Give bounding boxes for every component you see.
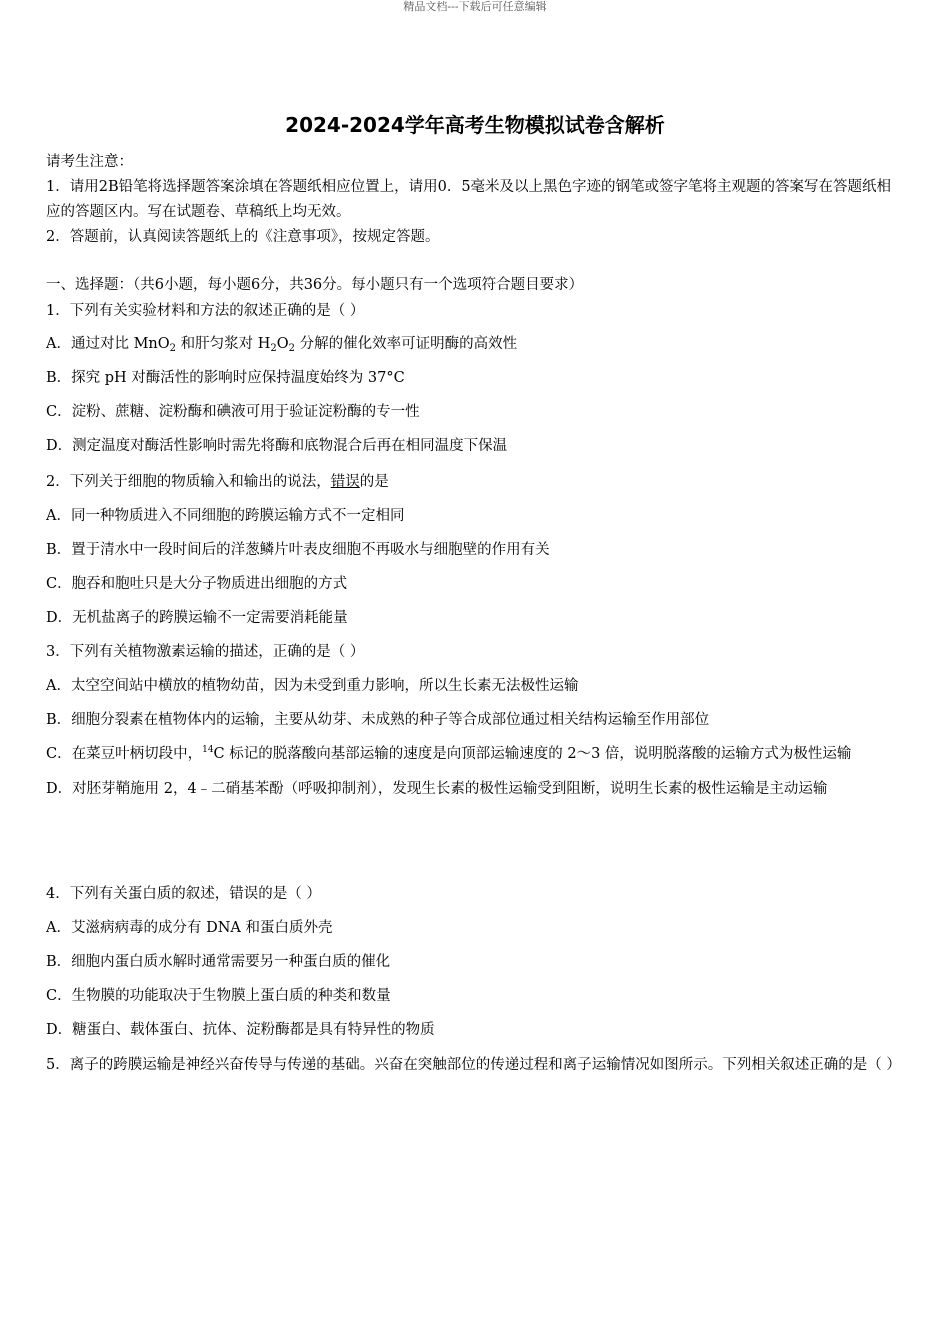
q1-option-b: B．探究 pH 对酶活性的影响时应保持温度始终为 37°C (46, 370, 405, 386)
q4-option-a: A．艾滋病病毒的成分有 DNA 和蛋白质外壳 (46, 920, 333, 936)
q2-option-d: D．无机盐离子的跨膜运输不一定需要消耗能量 (46, 610, 348, 626)
notice-item-1: 1．请用2B铅笔将选择题答案涂填在答题纸相应位置上，请用0．5毫米及以上黑色字迹的钢笔或签字笔将主观题的答案写在答题纸相应的答题区内。写在试题卷、草稿纸上均无效。 (46, 179, 892, 220)
q2-option-a: A．同一种物质进入不同细胞的跨膜运输方式不一定相同 (46, 508, 405, 524)
page-header-note: 精品文档---下载后可任意编辑 (403, 0, 547, 13)
q2-option-b: B．置于清水中一段时间后的洋葱鳞片叶表皮细胞不再吸水与细胞壁的作用有关 (46, 542, 550, 558)
q4-option-b: B．细胞内蛋白质水解时通常需要另一种蛋白质的催化 (46, 954, 391, 970)
question-3 (46, 635, 902, 807)
question-5 (46, 1048, 902, 1083)
q3-stem: 3．下列有关植物激素运输的描述，正确的是（ ） (46, 644, 365, 660)
q3-option-a: A．太空空间站中横放的植物幼苗，因为未受到重力影响，所以生长素无法极性运输 (46, 678, 579, 694)
q3-option-b: B．细胞分裂素在植物体内的运输，主要从幼芽、未成熟的种子等合成部位通过相关结构运输至作用部位 (46, 712, 710, 728)
section-heading (46, 273, 902, 325)
question-1-options (46, 327, 902, 463)
notice-heading: 请考生注意： (46, 154, 133, 170)
notice-block (46, 150, 902, 250)
q1-option-a: A．通过对比 MnO$_2$ 和肝匀浆对 $H_2O_2$ 分解的催化效率可证明酶的高效性 (46, 336, 518, 354)
page-title: 2024-2024学年高考生物模拟试卷含解析 (285, 113, 665, 137)
q3-option-c: C．在菜豆叶柄切段中，$^{14}$C 标记的脱落酸向基部运输的速度是向顶部运输速度的 2～3 倍，说明脱落酸的运输方式为极性运输 (46, 745, 852, 762)
q4-option-d: D．糖蛋白、载体蛋白、抗体、淀粉酶都是具有特异性的物质 (46, 1022, 435, 1038)
section-title: 一、选择题：（共6小题，每小题6分，共36分。每小题只有一个选项符合题目要求） (46, 277, 584, 293)
q5-stem: 5．离子的跨膜运输是神经兴奋传导与传递的基础。兴奋在突触部位的传递过程和离子运输情况如图所示。下列相关叙述正确的是（ ） (46, 1057, 901, 1073)
q1-option-d: D．测定温度对酶活性影响时需先将酶和底物混合后再在相同温度下保温 (46, 438, 508, 454)
q2-stem: 2．下列关于细胞的物质输入和输出的说法，错误的是 (46, 474, 389, 490)
q4-option-c: C．生物膜的功能取决于生物膜上蛋白质的种类和数量 (46, 988, 391, 1004)
q3-option-d: D．对胚芽鞘施用 2，4﹣二硝基苯酚（呼吸抑制剂），发现生长素的极性运输受到阻断，说明生长素的极性运输是主动运输 (46, 781, 828, 797)
q1-option-c: C．淀粉、蔗糖、淀粉酶和碘液可用于验证淀粉酶的专一性 (46, 404, 420, 420)
q2-option-c: C．胞吞和胞吐只是大分子物质进出细胞的方式 (46, 576, 348, 592)
question-4 (46, 877, 902, 1047)
q1-stem: 1．下列有关实验材料和方法的叙述正确的是（ ） (46, 303, 365, 319)
notice-item-2: 2．答题前，认真阅读答题纸上的《注意事项》，按规定答题。 (46, 229, 440, 245)
question-2 (46, 465, 902, 635)
q4-stem: 4．下列有关蛋白质的叙述，错误的是（ ） (46, 886, 321, 902)
q2-stem-emphasis: 错误 (330, 474, 360, 490)
